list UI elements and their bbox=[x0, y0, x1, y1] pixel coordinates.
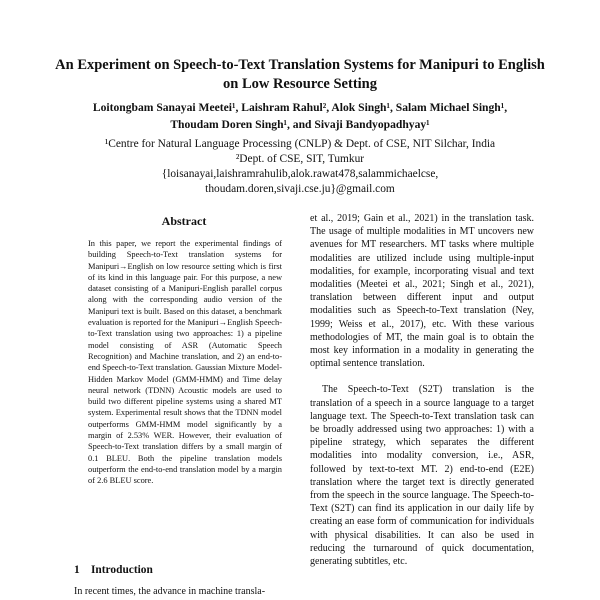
authors-line-2: Thoudam Doren Singh¹, and Sivaji Bandyopadhyay¹ bbox=[170, 118, 430, 131]
introduction-heading bbox=[74, 564, 294, 576]
right-paragraph-2: The Speech-to-Text (S2T) translation is the translation of a speech in a source language to a target language text. The Speech-to-Text translation task can be broadly addressed using two approaches: 1) with a pipeline strategy, which separates the different modalities into modality conversion, i.e., ASR, followed by text-to-text MT. 2) end-to-end (E2E) translation where the target text is directly generated from the speech in the source language. The Speech-to-Text (S2T) can find its application in our daily life by creating an ease form of communication for individuals with physical disabilities. It can also be used in reducing the turnaround of quick documentation, generating subtitles, etc. bbox=[310, 384, 534, 568]
affiliation-1: ¹Centre for Natural Language Processing (CNLP) & Dept. of CSE, NIT Silchar, India bbox=[104, 138, 496, 150]
authors-line-1: Loitongbam Sanayai Meetei¹, Laishram Rahul², Alok Singh¹, Salam Michael Singh¹, bbox=[92, 101, 508, 114]
right-column bbox=[310, 212, 534, 568]
introduction-left-text: In recent times, the advance in machine transla- bbox=[74, 586, 266, 597]
abstract-heading: Abstract bbox=[161, 214, 207, 228]
abstract-text: In this paper, we report the experimental findings of building Speech-to-Text translation systems for Manipuri→English on low resource setting which is first of its kind in this language pair. For this purpose, a new dataset consisting of a Manipuri-English parallel corpus along with the corresponding audio version of the Manipuri text is built. Based on this dataset, a benchmark evaluation is reported for the Manipuri→English Speech-to-Text translation using two approaches: 1) a pipeline model consisting of ASR (Automatic Speech Recognition) and Machine translation, and 2) an end-to-end Speech-to-Text translation. Gaussian Mixture Model-Hidden Markov Model (GMM-HMM) and Time delay neural network (TDNN) Acoustic models are used to build two different pipeline systems using a shared MT system. Experimental result shows that the TDNN model outperforms GMM-HMM model significantly by a margin of 2.53% WER. However, their evaluation of Speech-to-Text translation differs by a small margin of 0.1 BLEU. Both the pipeline translation models outperform the end-to-end translation model by a margin of 2.6 BLEU score. bbox=[88, 239, 282, 486]
emails-line-2: thoudam.doren,sivaji.cse.ju}@gmail.com bbox=[205, 183, 395, 195]
affiliation-2: ²Dept. of CSE, SIT, Tumkur bbox=[235, 153, 365, 165]
section-number: 1 bbox=[74, 564, 80, 576]
right-paragraph-1: et al., 2019; Gain et al., 2021) in the translation task. The usage of multiple modalities in MT uncovers new avenues for MT researchers. MT tasks where multiple modalities are utilized include using multiple-input modalities, for example, incorporating visual and text modalities (Meetei et al., 2021; Singh et al., 2021), translation between different input and output modalities such as Speech-to-Text translation (Ney, 1999; Weiss et al., 2017), etc. With these various methodologies of MT, the main goal is to obtain the most key information in a modality in generating the optimal sentence translation. bbox=[310, 213, 534, 370]
affiliations bbox=[40, 137, 560, 197]
paper-title: An Experiment on Speech-to-Text Translation Systems for Manipuri to English on Low Resource Setting bbox=[55, 57, 545, 92]
author-list bbox=[40, 99, 560, 133]
section-title: Introduction bbox=[91, 564, 153, 576]
emails-line-1: {loisanayai,laishramrahulib,alok.rawat478,salammichaelcse, bbox=[161, 168, 439, 180]
